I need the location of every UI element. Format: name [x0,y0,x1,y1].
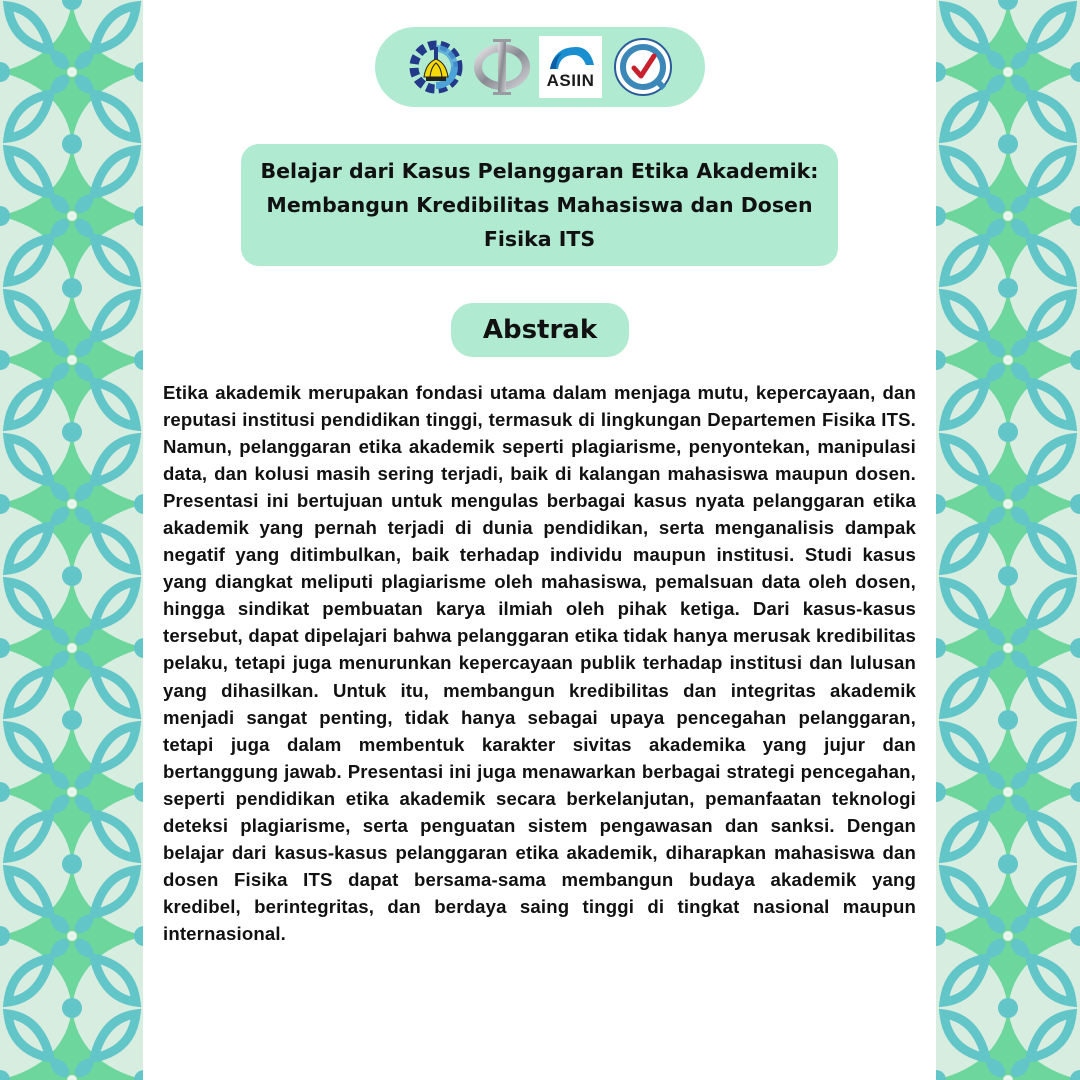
lamsama-logo [611,35,675,99]
asiin-arc-icon [546,43,596,69]
title-line-2: Membangun Kredibilitas Mahasiswa dan Dosen [266,193,813,217]
title-box [241,144,838,266]
geometric-pattern-icon [936,0,1080,1080]
page-title [250,154,830,256]
its-logo [405,35,467,99]
section-heading-pill [451,303,629,357]
title-line-3: Fisika ITS [483,227,596,251]
logo-bar [375,27,705,107]
geometric-pattern-icon [0,0,144,1080]
decorative-pattern-left [0,0,144,1080]
physics-phi-logo [471,35,533,99]
decorative-pattern-right [936,0,1080,1080]
phi-symbol-icon [472,35,532,99]
lamsama-check-seal-icon [612,36,674,98]
section-heading: Abstrak [482,315,598,345]
abstract-body-text: Etika akademik merupakan fondasi utama dalam menjaga mutu, kepercayaan, dan reputasi institusi pendidikan tinggi, termasuk di lingkungan Departemen Fisika ITS. Namun, pelanggaran etika akademik seperti plagiarisme, penyontekan, manipulasi data, dan kolusi masih sering terjadi, baik di kalangan mahasiswa maupun dosen. Presentasi ini bertujuan untuk mengulas berbagai kasus nyata pelanggaran etika akademik yang pernah terjadi di dunia pendidikan, serta menganalisis dampak negatif yang ditimbulkan, baik terhadap individu maupun institusi. Studi kasus yang diangkat meliputi plagiarisme oleh mahasiswa, pemalsuan data oleh dosen, hingga sindikat pembuatan karya ilmiah oleh pihak ketiga. Dari kasus-kasus tersebut, dapat dipelajari bahwa pelanggaran etika tidak hanya merusak kredibilitas pelaku, tetapi juga menurunkan kepercayaan publik terhadap institusi dan lulusan yang dihasilkan. Untuk itu, membangun kredibilitas dan integritas akademik menjadi sangat penting, tidak hanya sebagai upaya pencegahan pelanggaran, tetapi juga dalam membentuk karakter sivitas akademika yang jujur dan bertanggung jawab. Presentasi ini juga menawarkan berbagai strategi pencegahan, seperti pendidikan etika akademik secara berkelanjutan, pemanfaatan teknologi deteksi plagiarisme, serta penguatan sistem pengawasan dan sanksi. Dengan belajar dari kasus-kasus pelanggaran etika akademik, diharapkan mahasiswa dan dosen Fisika ITS dapat bersama-sama membangun budaya akademik yang kredibel, berintegritas, dan berdaya saing tinggi di tingkat nasional maupun internasional. [163,382,916,944]
title-line-1: Belajar dari Kasus Pelanggaran Etika Akademik: [260,159,819,183]
asiin-logo [539,36,602,98]
its-gear-icon [406,37,466,97]
asiin-label: ASIIN [546,71,595,90]
